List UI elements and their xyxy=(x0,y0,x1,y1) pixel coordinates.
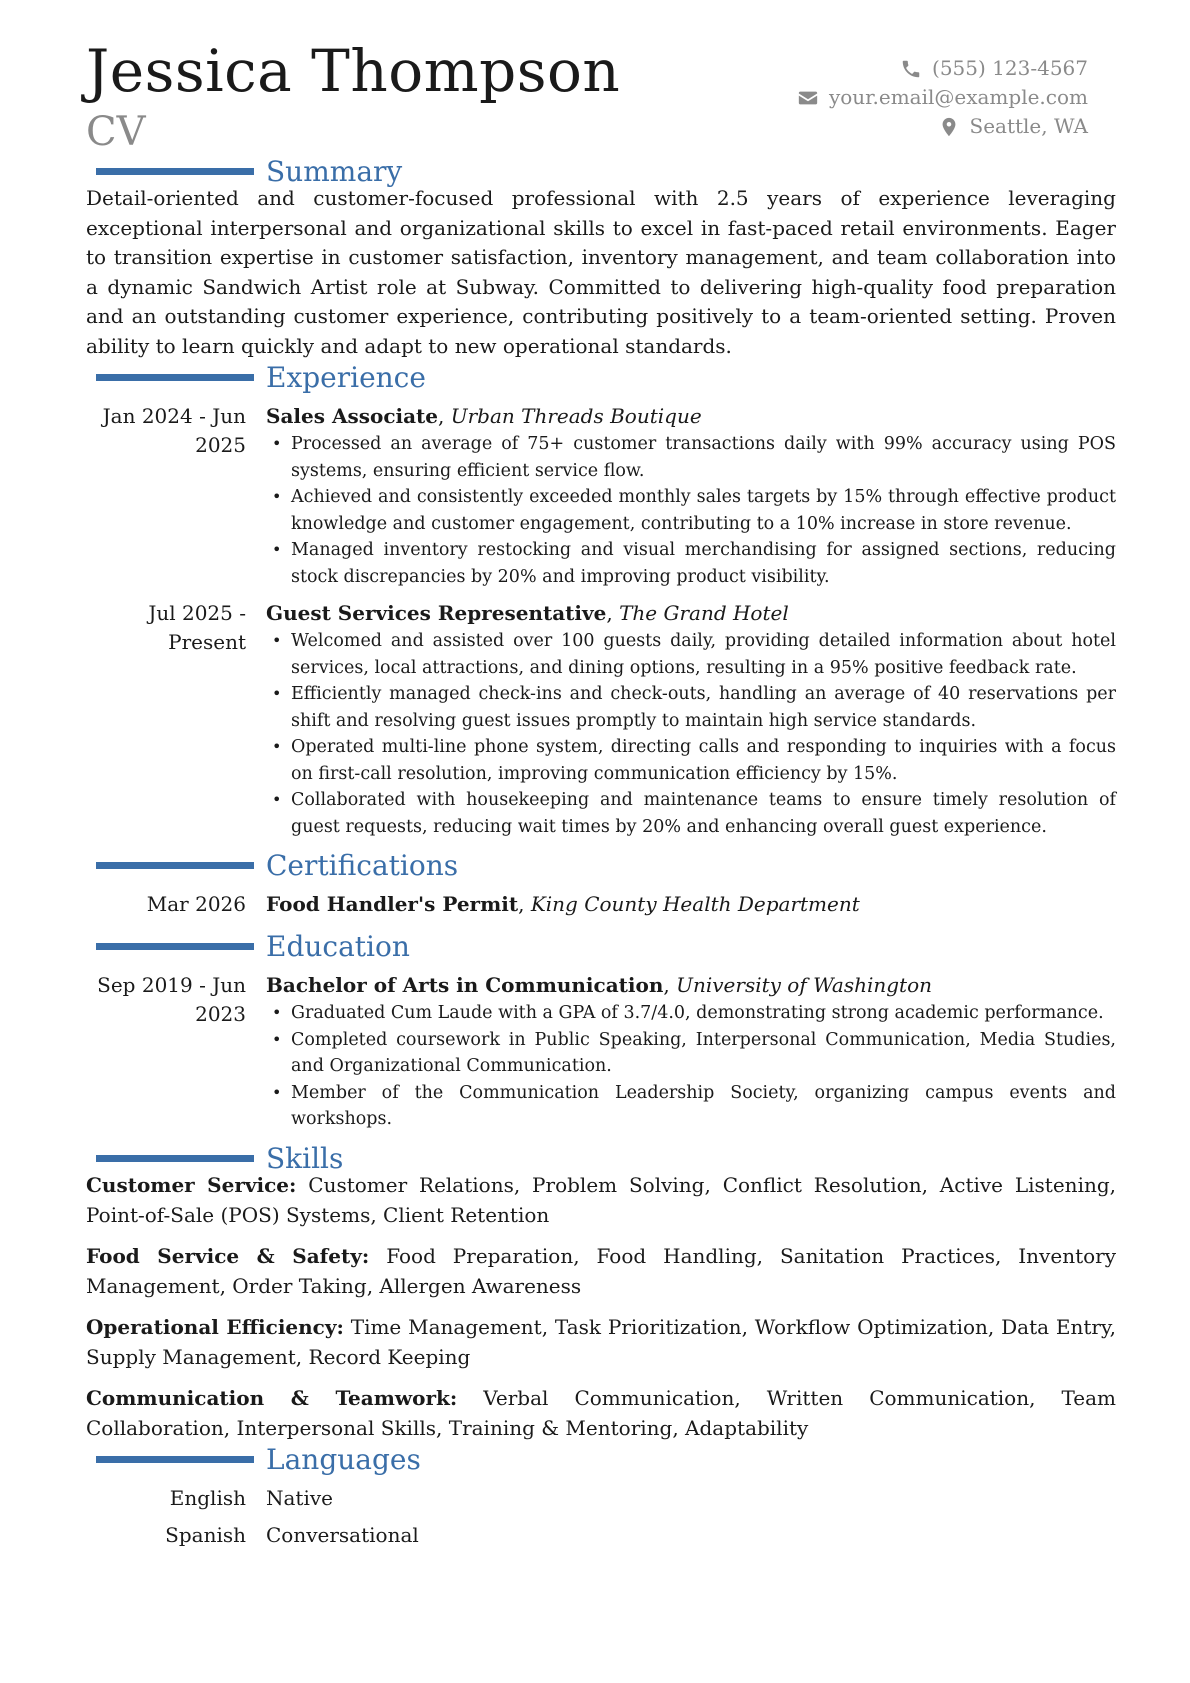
education-heading xyxy=(86,930,1116,964)
email-address[interactable]: your.email@example.com xyxy=(828,85,1088,109)
list-item: • Member of the Communication Leadership Society, organizing campus events and workshops. xyxy=(266,1080,1116,1133)
language-level: Native xyxy=(266,1486,333,1510)
section-bar xyxy=(96,1155,254,1162)
entry-title: Sales Associate, Urban Threads Boutique xyxy=(266,404,702,428)
entry-body xyxy=(266,402,1116,590)
certification-name: Food Handler's Permit xyxy=(266,892,519,916)
experience-heading xyxy=(86,361,1116,395)
language-name: English xyxy=(169,1486,246,1510)
section-bar xyxy=(96,168,254,175)
skill-label: Communication & Teamwork: xyxy=(86,1386,458,1410)
entry-date: Mar 2026 xyxy=(146,892,246,916)
certifications-heading xyxy=(86,849,1116,883)
list-item: • Efficiently managed check-ins and check-outs, handling an average of 40 reservations per shift and resolving guest issues promptly to maintain high service standards. xyxy=(266,681,1116,734)
language-name: Spanish xyxy=(165,1523,246,1547)
entry-title: Bachelor of Arts in Communication, University of Washington xyxy=(266,973,933,997)
section-bar xyxy=(96,1456,254,1463)
skill-label: Operational Efficiency: xyxy=(86,1315,344,1339)
skill-list: Customer Relations, Problem Solving, Conflict Resolution, Active Listening, Point-of-Sale (POS) Systems, Client Retention xyxy=(86,1173,1117,1227)
job-role: Sales Associate xyxy=(266,404,439,428)
entry-title: Food Handler's Permit, King County Health Department xyxy=(266,892,860,916)
list-item: • Graduated Cum Laude with a GPA of 3.7/4.0, demonstrating strong academic performance. xyxy=(266,1000,1116,1027)
section-bar xyxy=(96,862,254,869)
phone-number[interactable]: (555) 123-4567 xyxy=(932,56,1088,80)
summary-text: Detail-oriented and customer-focused professional with 2.5 years of experience leveraging exceptional interpersonal and organizational skills to excel in fast-paced retail environments. Eager to transition expertise in customer satisfaction, inventory management, and team collaboration into a dynamic Sandwich Artist role at Subway. Committed to delivering high-quality food preparation and an outstanding customer experience, contributing positively to a team-oriented setting. Proven ability to learn quickly and adapt to new operational standards. xyxy=(86,186,1116,358)
list-item: • Collaborated with housekeeping and maintenance teams to ensure timely resolution of guest requests, reducing wait times by 20% and enhancing overall guest experience. xyxy=(266,787,1116,840)
entry-date: Sep 2019 - Jun 2023 xyxy=(97,973,246,1026)
skill-group xyxy=(86,1171,1116,1230)
contact-info xyxy=(797,54,1088,141)
entry-date: Jan 2024 - Jun 2025 xyxy=(102,404,246,457)
job-org: The Grand Hotel xyxy=(619,601,789,625)
skill-list: Verbal Communication, Written Communication, Team Collaboration, Interpersonal Skills, Training & Mentoring, Adaptability xyxy=(86,1386,1117,1440)
list-item: • Completed coursework in Public Speaking, Interpersonal Communication, Media Studies, and Organizational Communication. xyxy=(266,1027,1116,1080)
section-title: Education xyxy=(266,930,410,963)
job-org: Urban Threads Boutique xyxy=(450,404,702,428)
school-name: University of Washington xyxy=(676,973,933,997)
list-item: • Welcomed and assisted over 100 guests daily, providing detailed information about hotel services, local attractions, and dining options, resulting in a 95% positive feedback rate. xyxy=(266,628,1116,681)
contact-phone xyxy=(797,54,1088,83)
bullet-list xyxy=(266,628,1116,840)
entry-date: Jul 2025 - Present xyxy=(148,601,246,654)
section-title: Languages xyxy=(266,1443,421,1476)
section-title: Experience xyxy=(266,361,426,394)
envelope-icon xyxy=(797,87,819,109)
location-text: Seattle, WA xyxy=(969,114,1088,138)
candidate-name: Jessica Thompson xyxy=(86,37,621,105)
certification-org: King County Health Department xyxy=(530,892,860,916)
document-subtitle: CV xyxy=(86,109,146,155)
skill-group xyxy=(86,1313,1116,1372)
entry-title: Guest Services Representative, The Grand Hotel xyxy=(266,601,789,625)
entry-body xyxy=(266,599,1116,840)
map-marker-icon xyxy=(938,116,960,138)
cv-page xyxy=(86,0,1116,1683)
phone-icon xyxy=(900,58,922,80)
section-title: Skills xyxy=(266,1142,344,1175)
degree-name: Bachelor of Arts in Communication xyxy=(266,973,664,997)
section-title: Certifications xyxy=(266,849,459,882)
skill-list: Food Preparation, Food Handling, Sanitation Practices, Inventory Management, Order Taking, Allergen Awareness xyxy=(86,1244,1117,1298)
skill-list: Time Management, Task Prioritization, Workflow Optimization, Data Entry, Supply Management, Record Keeping xyxy=(86,1315,1116,1369)
contact-email xyxy=(797,83,1088,112)
bullet-list xyxy=(266,1000,1116,1133)
bullet-list xyxy=(266,431,1116,590)
list-item: • Achieved and consistently exceeded monthly sales targets by 15% through effective product knowledge and customer engagement, contributing to a 10% increase in store revenue. xyxy=(266,484,1116,537)
contact-location xyxy=(797,112,1088,141)
skill-group xyxy=(86,1242,1116,1301)
skill-group xyxy=(86,1384,1116,1443)
job-role: Guest Services Representative xyxy=(266,601,607,625)
skill-label: Food Service & Safety: xyxy=(86,1244,370,1268)
skill-label: Customer Service: xyxy=(86,1173,297,1197)
section-title: Summary xyxy=(266,155,403,188)
list-item: • Managed inventory restocking and visual merchandising for assigned sections, reducing stock discrepancies by 20% and improving product visibility. xyxy=(266,537,1116,590)
language-level: Conversational xyxy=(266,1523,419,1547)
section-bar xyxy=(96,374,254,381)
entry-body xyxy=(266,971,1116,1133)
languages-heading xyxy=(86,1443,1116,1477)
entry-body xyxy=(266,890,1116,919)
section-bar xyxy=(96,943,254,950)
list-item: • Operated multi-line phone system, directing calls and responding to inquiries with a focus on first-call resolution, improving communication efficiency by 15%. xyxy=(266,734,1116,787)
list-item: • Processed an average of 75+ customer transactions daily with 99% accuracy using POS systems, ensuring efficient service flow. xyxy=(266,431,1116,484)
